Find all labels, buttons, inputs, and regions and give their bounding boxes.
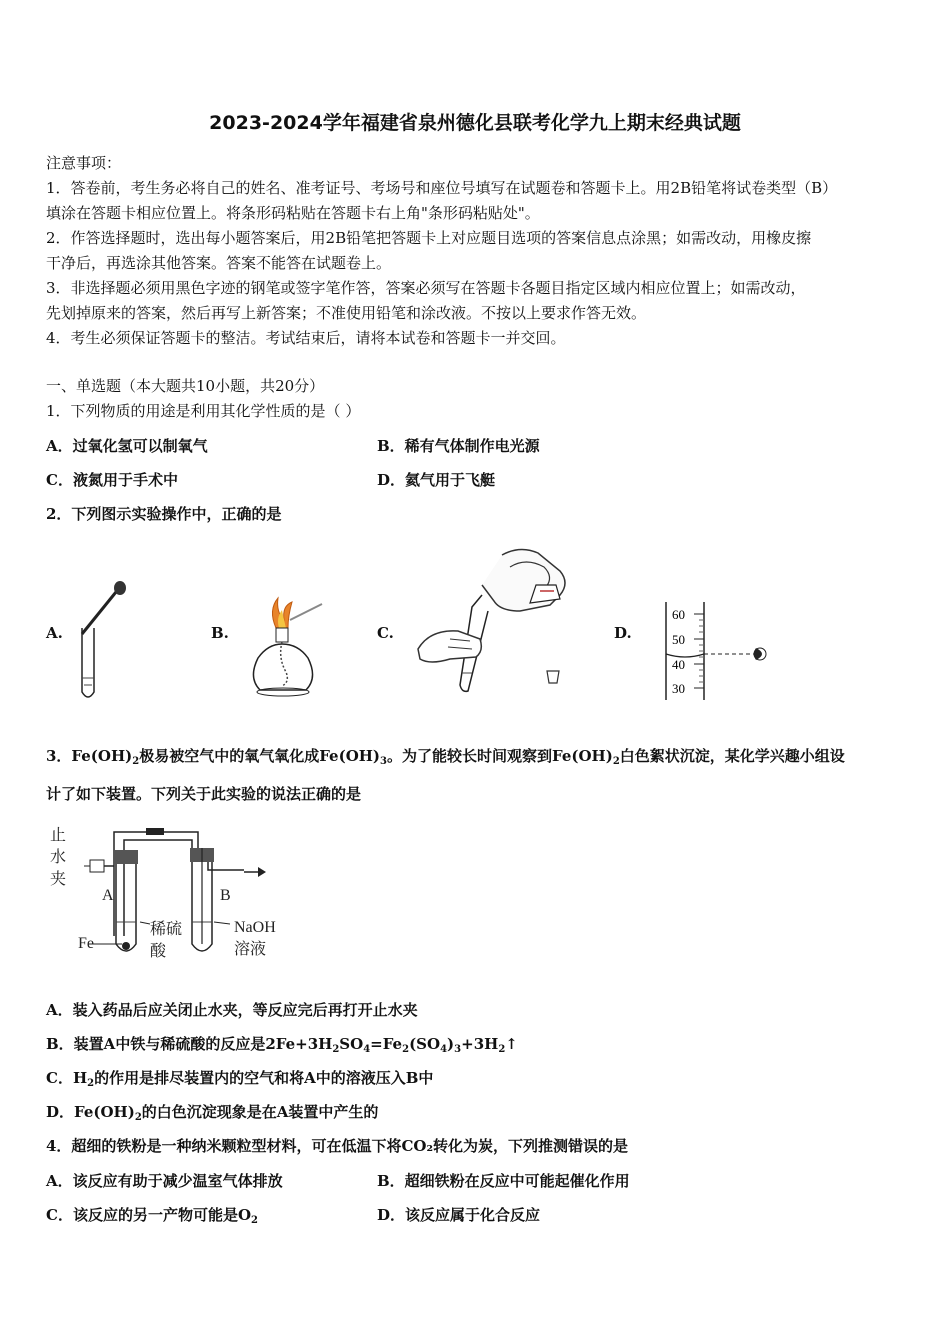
pouring-liquid-figure — [410, 545, 585, 695]
q3-stem-line1: 3．$Fe(OH)_2$极易被空气中的氧气氧化成$Fe(OH)_3$。为了能较长时间观察到$Fe(OH)_2$白色絮状沉淀，某化学兴趣小组设 — [46, 747, 845, 767]
notice-heading: 注意事项： — [46, 154, 122, 172]
notice-line: 1．答卷前，考生务必将自己的姓名、准考证号、考场号和座位号填写在试题卷和答题卡上。用2B铅笔将试卷类型（B） — [46, 179, 838, 197]
notice-line: 2．作答选择题时，选出每小题答案后，用2B铅笔把答题卡上对应题目选项的答案信息点涂黑；如需改动，用橡皮擦 — [46, 229, 812, 247]
clamp-label: 水 — [50, 849, 67, 866]
q3-option-d: D．$Fe(OH)_2$的白色沉淀现象是在A装置中产生的 — [46, 1103, 379, 1123]
q2-label-b: B. — [211, 624, 229, 642]
naoh-label: NaOH — [234, 919, 276, 936]
notice-line: 填涂在答题卡相应位置上。将条形码粘贴在答题卡右上角"条形码粘贴处"。 — [46, 204, 540, 222]
q4-option-b: B．超细铁粉在反应中可能起催化作用 — [377, 1172, 630, 1190]
q3-option-a: A．装入药品后应关闭止水夹，等反应完后再打开止水夹 — [46, 1001, 418, 1019]
notice-line: 3．非选择题必须用黑色字迹的钢笔或签字笔作答，答案必须写在答题卡各题目指定区域内相应位置上；如需改动， — [46, 279, 806, 297]
cylinder-tick-50: 50 — [672, 632, 685, 647]
q3-option-b: B．装置A中铁与稀硫酸的反应是$2Fe+3H_2SO_4=Fe_2(SO_4)_3+3H_2↑$ — [46, 1035, 518, 1055]
acid-label: 稀硫 — [150, 921, 183, 938]
q1-option-b: B．稀有气体制作电光源 — [377, 437, 540, 455]
ferrous-hydroxide-apparatus-figure — [44, 818, 284, 966]
apparatus-a-label: A — [102, 887, 114, 904]
q2-label-c: C. — [377, 624, 394, 642]
q4-option-c: C．该反应的另一产物可能是$O_2$ — [46, 1206, 258, 1226]
notice-line: 4．考生必须保证答题卡的整洁。考试结束后，请将本试卷和答题卡一并交回。 — [46, 329, 566, 347]
notice-line: 先划掉原来的答案，然后再写上新答案；不准使用铅笔和涂改液。不按以上要求作答无效。 — [46, 304, 647, 322]
cylinder-tick-60: 60 — [672, 607, 685, 622]
q1-option-c: C．液氮用于手术中 — [46, 471, 178, 489]
q2-label-d: D. — [614, 624, 632, 642]
page-title: 2023-2024学年福建省泉州德化县联考化学九上期末经典试题 — [209, 112, 741, 134]
q2-stem: 2．下列图示实验操作中，正确的是 — [46, 505, 282, 523]
cylinder-tick-40: 40 — [672, 657, 685, 672]
fe-label: Fe — [78, 935, 94, 952]
q1-option-a: A．过氧化氢可以制氧气 — [46, 437, 208, 455]
q1-option-d: D．氦气用于飞艇 — [377, 471, 496, 489]
notice-line: 干净后，再选涂其他答案。答案不能答在试题卷上。 — [46, 254, 392, 272]
clamp-label: 止 — [50, 827, 67, 844]
measuring-cylinder-figure — [660, 600, 780, 704]
clamp-label: 夹 — [50, 871, 67, 888]
apparatus-b-label: B — [220, 887, 231, 904]
q1-stem: 1．下列物质的用途是利用其化学性质的是（ ） — [46, 402, 361, 420]
q4-stem: 4．超细的铁粉是一种纳米颗粒型材料，可在低温下将CO₂转化为炭，下列推测错误的是 — [46, 1137, 629, 1155]
q3-stem-line2: 计了如下装置。下列关于此实验的说法正确的是 — [46, 785, 362, 803]
dropper-test-tube-figure — [70, 580, 130, 705]
q4-option-a: A．该反应有助于减少温室气体排放 — [46, 1172, 283, 1190]
q2-label-a: A. — [46, 624, 63, 642]
section-heading: 一、单选题（本大题共10小题，共20分） — [46, 377, 325, 395]
alcohol-lamp-figure — [238, 598, 328, 703]
naoh-label: 溶液 — [234, 941, 267, 958]
acid-label: 酸 — [150, 943, 167, 960]
q3-option-c: C．$H_2$的作用是排尽装置内的空气和将A中的溶液压入B中 — [46, 1069, 434, 1089]
cylinder-tick-30: 30 — [672, 681, 685, 696]
q4-option-d: D．该反应属于化合反应 — [377, 1206, 541, 1224]
